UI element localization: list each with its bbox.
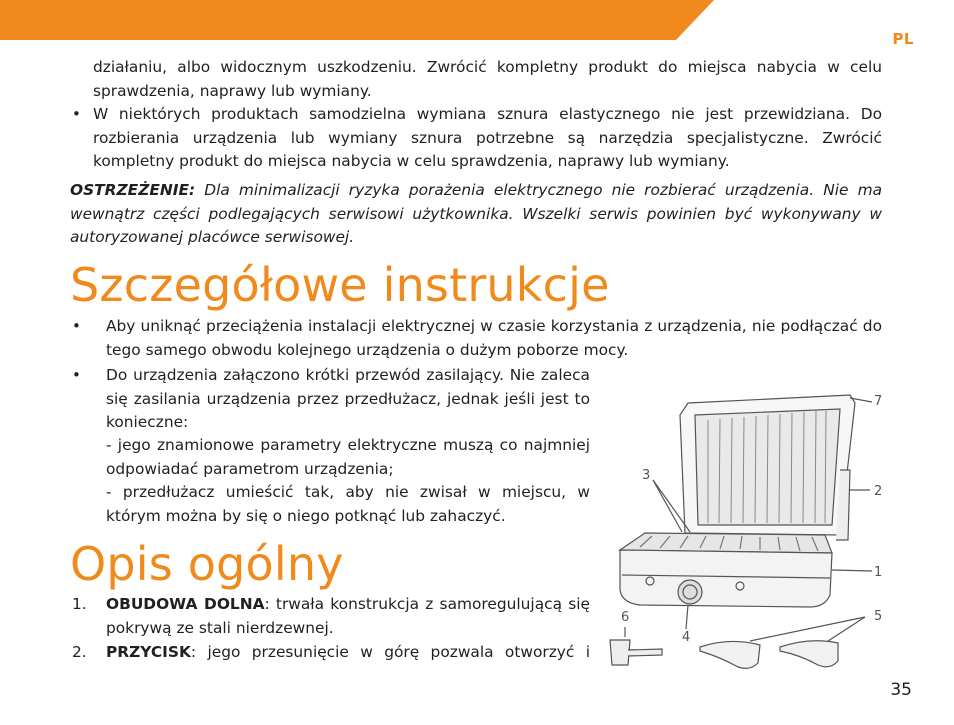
section-title-instructions: Szczegółowe instrukcje [70,258,610,312]
item-2-text: : jego przesunięcie w górę pozwala otworzyć i [190,643,590,661]
item-1-label: OBUDOWA DOLNA [106,595,265,613]
callout-6: 6 [621,610,630,625]
instruction-bullet-1: Aby uniknąć przeciążenia instalacji elektrycznej w czasie korzystania z urządzenia, nie podłączać do tego samego obwodu kolejnego urządzenia o dużym poborze mocy. [106,317,882,359]
item-1-text: : trwała konstrukcja z samoregulującą się pokrywą ze stali nierdzewnej. [106,595,591,637]
callout-3: 3 [642,468,651,483]
warning-text: Dla minimalizacji ryzyka porażenia elektrycznego nie rozbierać urządzenia. Nie ma wewnątrz części podlegających serwisowi użytkownika. Wszelki serwis powinien być wykonywany w autoryzowanej placówce serwisowej. [70,181,882,246]
callout-4: 4 [682,630,691,645]
item-2-label: PRZYCISK [106,643,191,661]
header-bar [0,0,954,40]
callout-2: 2 [874,484,883,499]
item-number: 1. [72,595,87,613]
grill-illustration [600,385,900,685]
bullet-text: W niektórych produktach samodzielna wymiana sznura elastycznego nie jest przewidziana. Do rozbierania urządzenia lub wymiany sznura potrzebne są narzędzia specjalistyczne. Zwrócić kompletny produkt do miejsca nabycia w celu sprawdzenia, naprawy lub wymiany. [93,105,882,170]
instruction-sub-2: - przedłużacz umieścić tak, aby nie zwisał w miejscu, w którym można by się o niego potknąć lub zahaczyć. [106,483,590,525]
bullet-symbol: • [72,105,81,123]
instruction-sub-1: - jego znamionowe parametry elektryczne muszą co najmniej odpowiadać parametrom urządzenia; [106,436,590,478]
item-1 [106,593,590,640]
bullet-symbol: • [72,366,81,384]
item-number: 2. [72,643,87,661]
callout-5: 5 [874,609,883,624]
section-title-description: Opis ogólny [70,537,344,591]
item-2 [106,641,590,665]
language-label: PL [892,30,914,48]
warning-label: OSTRZEŻENIE: [70,181,196,199]
callout-7: 7 [874,394,883,409]
callout-1: 1 [874,565,883,580]
bullet-symbol: • [72,317,81,335]
page-number: 35 [890,680,912,700]
warning-paragraph [70,179,882,250]
instruction-bullet-2: Do urządzenia załączono krótki przewód zasilający. Nie zaleca się zasilania urządzenia przez przedłużacz, jednak jeśli jest to konieczne: [106,366,590,431]
continuation-text: działaniu, albo widocznym uszkodzeniu. Zwrócić kompletny produkt do miejsca nabycia w celu sprawdzenia, naprawy lub wymiany. [93,58,882,100]
